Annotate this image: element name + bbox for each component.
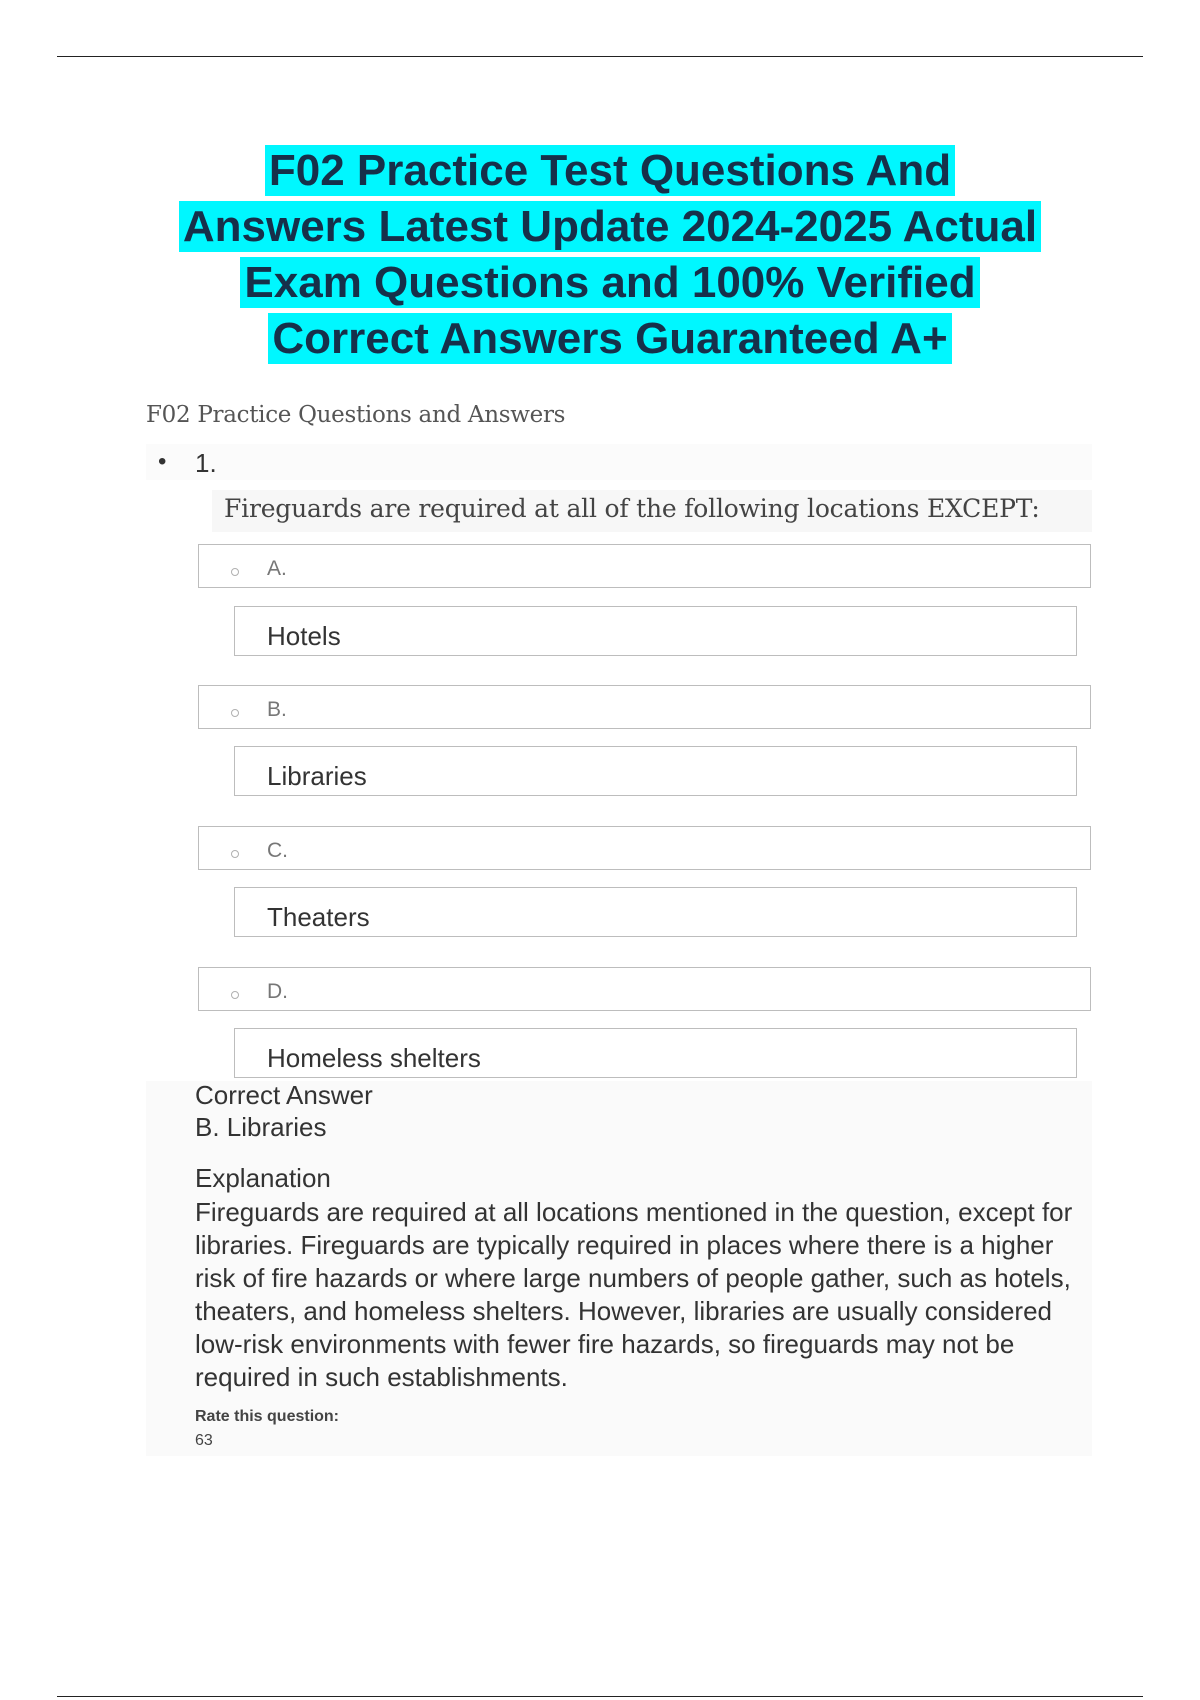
title-line-2: Answers Latest Update 2024-2025 Actual bbox=[179, 201, 1041, 252]
document-subtitle: F02 Practice Questions and Answers bbox=[146, 402, 566, 428]
option-d-letter: D. bbox=[267, 980, 288, 1003]
question-number: 1. bbox=[195, 448, 217, 478]
option-b-answer: Libraries bbox=[267, 761, 367, 791]
question-header-band bbox=[146, 444, 1092, 480]
option-a-letter-box[interactable] bbox=[198, 544, 1091, 588]
radio-circle-icon[interactable] bbox=[231, 991, 239, 999]
option-c-answer-box[interactable] bbox=[234, 887, 1077, 937]
title-line-3: Exam Questions and 100% Verified bbox=[240, 257, 979, 308]
radio-circle-icon[interactable] bbox=[231, 709, 239, 717]
rate-question-label: Rate this question: bbox=[195, 1408, 340, 1425]
correct-answer-value: B. Libraries bbox=[195, 1112, 327, 1142]
bullet-icon: • bbox=[158, 448, 167, 475]
option-b-answer-box[interactable] bbox=[234, 746, 1077, 796]
option-c-answer: Theaters bbox=[267, 902, 370, 932]
rate-question-value: 63 bbox=[195, 1432, 213, 1449]
title-line-4: Correct Answers Guaranteed A+ bbox=[268, 313, 951, 364]
option-a-letter: A. bbox=[267, 557, 287, 580]
option-d-answer-box[interactable] bbox=[234, 1028, 1077, 1078]
radio-circle-icon[interactable] bbox=[231, 850, 239, 858]
option-c-letter: C. bbox=[267, 839, 288, 862]
option-c-letter-box[interactable] bbox=[198, 826, 1091, 870]
question-text: Fireguards are required at all of the following locations EXCEPT: bbox=[224, 494, 1040, 523]
title-line-1: F02 Practice Test Questions And bbox=[265, 145, 955, 196]
option-b-letter-box[interactable] bbox=[198, 685, 1091, 729]
option-a-answer: Hotels bbox=[267, 621, 341, 651]
option-d-letter-box[interactable] bbox=[198, 967, 1091, 1011]
document-title bbox=[110, 143, 1110, 367]
explanation-label: Explanation bbox=[195, 1163, 331, 1193]
explanation-text: Fireguards are required at all locations mentioned in the question, except for libraries. Fireguards are typically required in places where there is a higher risk of fire hazards or where large numbers of people gather, such as hotels, theaters, and homeless shelters. However, libraries are usually considered low-risk environments with fewer fire hazards, so fireguards may not be required in such establishments. bbox=[195, 1197, 1073, 1392]
radio-circle-icon[interactable] bbox=[231, 568, 239, 576]
bottom-rule bbox=[57, 1696, 1143, 1697]
option-d-answer: Homeless shelters bbox=[267, 1043, 481, 1073]
option-b-letter: B. bbox=[267, 698, 287, 721]
option-a-answer-box[interactable] bbox=[234, 606, 1077, 656]
correct-answer-label: Correct Answer bbox=[195, 1080, 373, 1110]
top-rule bbox=[57, 56, 1143, 57]
